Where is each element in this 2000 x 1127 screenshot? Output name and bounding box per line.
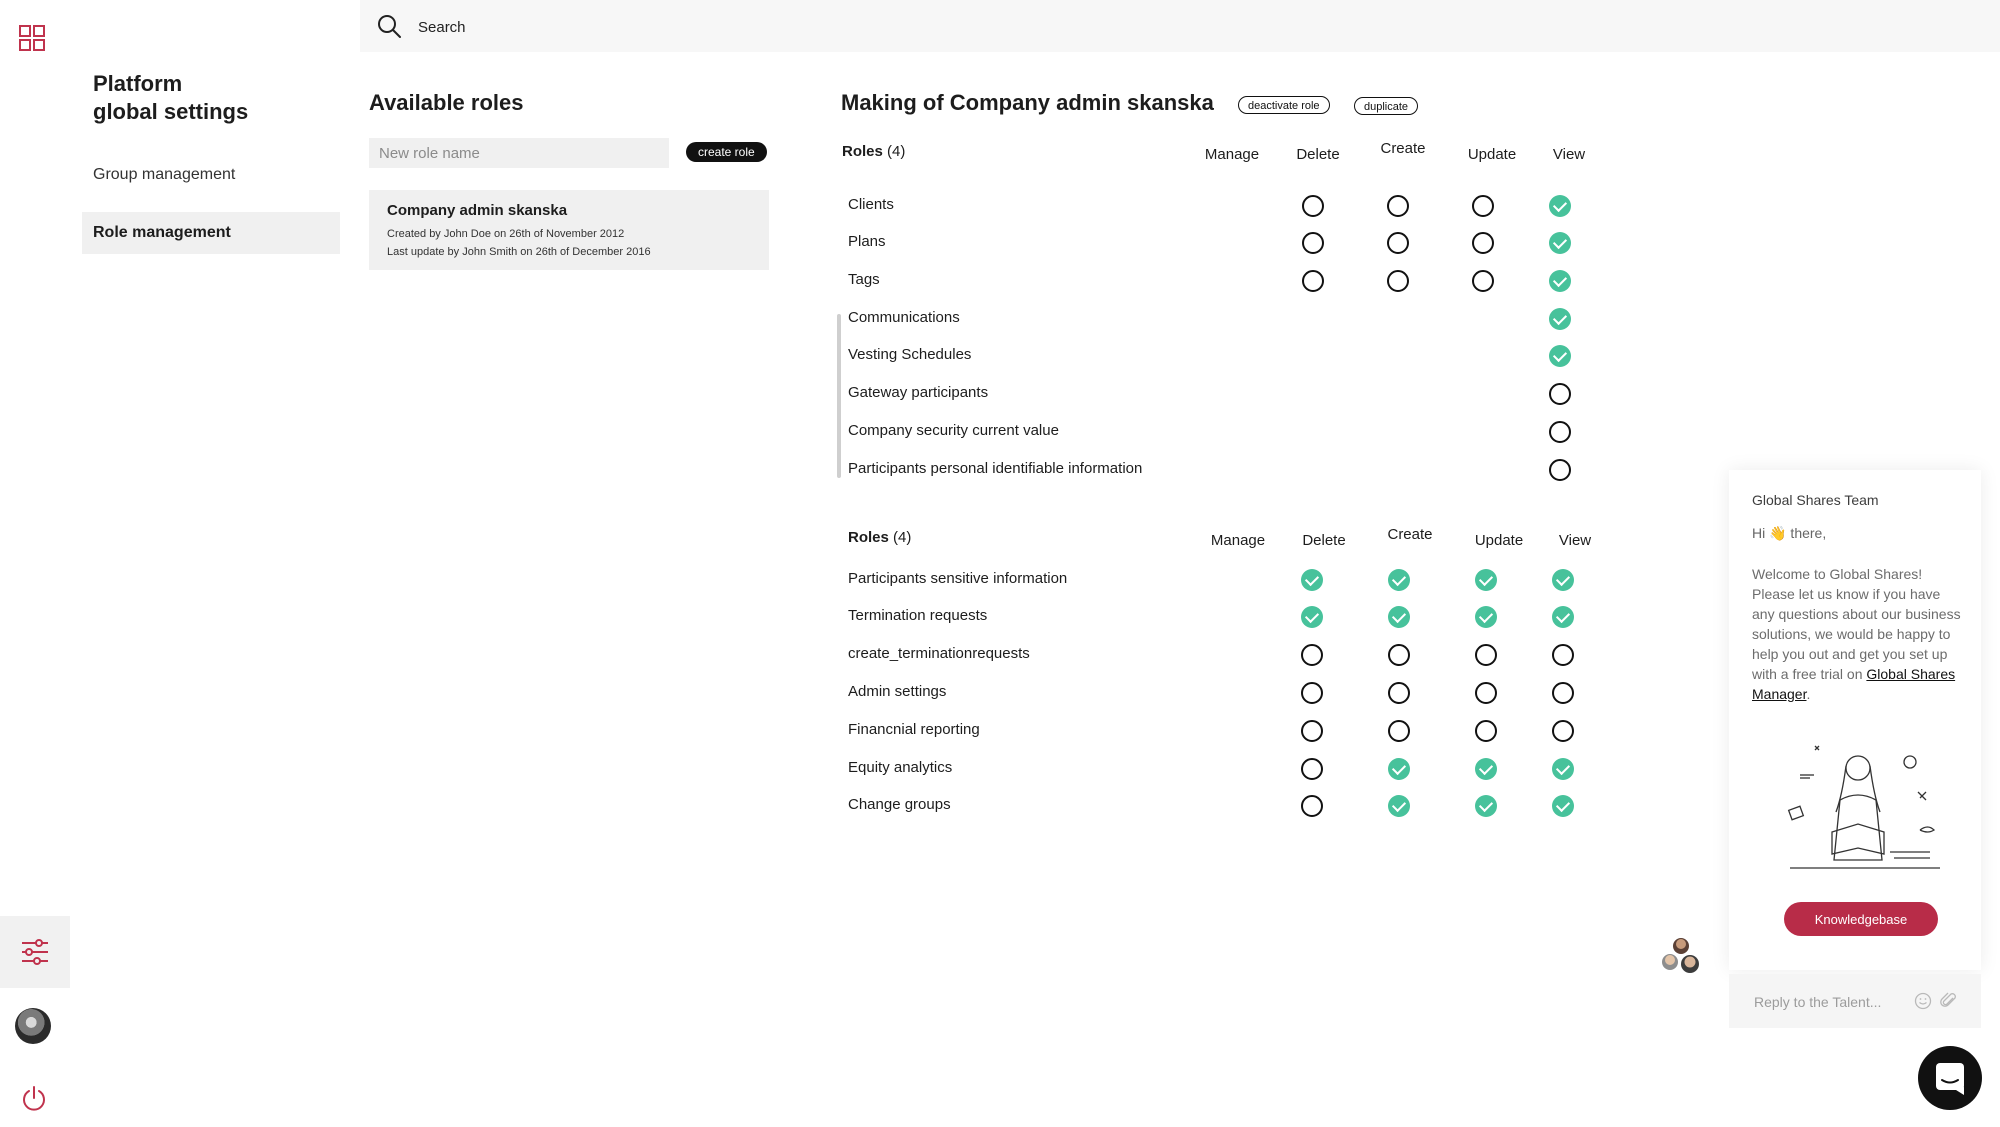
column-header-update: Update — [1474, 532, 1524, 549]
permission-update-checkbox[interactable] — [1472, 232, 1494, 254]
available-roles-title: Available roles — [369, 90, 524, 115]
section-heading-label: Roles — [842, 143, 883, 160]
permission-create-checkbox[interactable] — [1388, 644, 1410, 666]
create-role-button[interactable]: create role — [686, 142, 767, 162]
column-header-view: View — [1558, 532, 1592, 549]
chat-message-suffix: . — [1806, 686, 1811, 702]
permission-update-checkbox[interactable] — [1475, 644, 1497, 666]
permission-view-checkbox[interactable] — [1552, 569, 1574, 591]
user-avatar[interactable] — [15, 1008, 51, 1044]
deactivate-role-button[interactable]: deactivate role — [1238, 96, 1330, 114]
permission-delete-checkbox[interactable] — [1302, 232, 1324, 254]
column-header-view: View — [1552, 146, 1586, 163]
role-card-title: Company admin skanska — [387, 202, 568, 219]
settings-title — [93, 70, 248, 126]
permission-view-checkbox[interactable] — [1552, 606, 1574, 628]
attachment-clip-icon[interactable] — [1940, 992, 1958, 1010]
permission-create-checkbox[interactable] — [1387, 270, 1409, 292]
power-icon[interactable] — [20, 1084, 48, 1112]
chat-sender-name: Global Shares Team — [1752, 492, 1879, 508]
nav-item-role-management[interactable]: Role management — [82, 212, 340, 254]
section-heading-count: (4) — [887, 143, 906, 160]
emoji-icon[interactable] — [1914, 992, 1932, 1010]
permission-update-checkbox[interactable] — [1472, 195, 1494, 217]
permission-update-checkbox[interactable] — [1475, 606, 1497, 628]
role-card-updated: Last update by John Smith on 26th of December 2016 — [387, 246, 651, 258]
role-card-created: Created by John Doe on 26th of November 2012 — [387, 228, 625, 240]
chat-reply-input[interactable] — [1752, 990, 1916, 1014]
permission-delete-checkbox[interactable] — [1301, 795, 1323, 817]
permission-update-checkbox[interactable] — [1475, 720, 1497, 742]
permission-row-label: Gateway participants — [848, 384, 989, 401]
permission-update-checkbox[interactable] — [1475, 569, 1497, 591]
permission-create-checkbox[interactable] — [1388, 606, 1410, 628]
chat-message — [1752, 564, 1964, 704]
section-heading-count: (4) — [893, 529, 912, 546]
settings-title-line2: global settings — [93, 99, 249, 124]
permission-view-checkbox[interactable] — [1549, 270, 1571, 292]
permission-row-label: Company security current value — [848, 422, 1059, 439]
column-header-create: Create — [1380, 140, 1426, 157]
permission-create-checkbox[interactable] — [1388, 569, 1410, 591]
permission-row-label: Equity analytics — [848, 759, 953, 776]
permission-row-label: Communications — [848, 309, 960, 326]
chat-bubble-icon — [1918, 1046, 1982, 1110]
chat-message-text: Welcome to Global Shares! Please let us know if you have any questions about our business solutions, we would be happy to help you out and get you set up with a free trial on — [1752, 566, 1961, 682]
permission-row-label: Participants personal identifiable information — [848, 460, 1143, 477]
chat-greeting: Hi 👋 there, — [1752, 525, 1827, 541]
permission-row-label: create_terminationrequests — [848, 645, 1030, 662]
permission-view-checkbox[interactable] — [1552, 682, 1574, 704]
reading-person-illustration — [1770, 740, 1950, 880]
permission-view-checkbox[interactable] — [1549, 232, 1571, 254]
permission-view-checkbox[interactable] — [1549, 345, 1571, 367]
permission-delete-checkbox[interactable] — [1302, 270, 1324, 292]
permission-view-checkbox[interactable] — [1552, 795, 1574, 817]
column-header-manage: Manage — [1204, 146, 1260, 163]
permission-row-label: Change groups — [848, 796, 951, 813]
column-header-delete: Delete — [1296, 146, 1340, 163]
permission-row-label: Clients — [848, 196, 894, 213]
permission-row-label: Vesting Schedules — [848, 346, 972, 363]
permission-view-checkbox[interactable] — [1549, 383, 1571, 405]
permission-row-label: Plans — [848, 233, 886, 250]
permission-delete-checkbox[interactable] — [1301, 644, 1323, 666]
permission-view-checkbox[interactable] — [1552, 644, 1574, 666]
column-header-create: Create — [1387, 526, 1433, 543]
permission-delete-checkbox[interactable] — [1301, 606, 1323, 628]
permission-update-checkbox[interactable] — [1475, 682, 1497, 704]
permission-view-checkbox[interactable] — [1549, 195, 1571, 217]
chat-panel — [1729, 470, 1981, 970]
chat-launcher-button[interactable] — [1918, 1046, 1982, 1110]
role-detail-title: Making of Company admin skanska — [841, 90, 1214, 115]
permission-create-checkbox[interactable] — [1387, 232, 1409, 254]
permission-view-checkbox[interactable] — [1549, 459, 1571, 481]
permission-view-checkbox[interactable] — [1552, 720, 1574, 742]
permission-delete-checkbox[interactable] — [1301, 682, 1323, 704]
global-shares-manager-link[interactable]: Global Shares Manager — [1752, 666, 1956, 702]
nav-item-group-management[interactable]: Group management — [93, 166, 236, 183]
permission-delete-checkbox[interactable] — [1301, 758, 1323, 780]
new-role-name-input[interactable] — [369, 138, 669, 168]
apps-grid-icon[interactable] — [18, 24, 46, 52]
section-heading-label: Roles — [848, 529, 889, 546]
permission-row-label: Termination requests — [848, 607, 988, 624]
duplicate-role-button[interactable]: duplicate — [1354, 97, 1418, 115]
permission-row-label: Financnial reporting — [848, 721, 980, 738]
permission-create-checkbox[interactable] — [1387, 195, 1409, 217]
permission-view-checkbox[interactable] — [1552, 758, 1574, 780]
permission-update-checkbox[interactable] — [1475, 758, 1497, 780]
knowledgebase-button[interactable]: Knowledgebase — [1784, 902, 1938, 936]
permission-update-checkbox[interactable] — [1472, 270, 1494, 292]
column-header-update: Update — [1467, 146, 1517, 163]
settings-title-line1: Platform — [93, 71, 183, 96]
permission-row-label: Tags — [848, 271, 880, 288]
column-header-manage: Manage — [1210, 532, 1266, 549]
section-heading — [848, 529, 911, 546]
permission-delete-checkbox[interactable] — [1302, 195, 1324, 217]
permission-row-label: Admin settings — [848, 683, 947, 700]
section-heading — [842, 143, 905, 160]
permission-view-checkbox[interactable] — [1549, 308, 1571, 330]
settings-sliders-icon[interactable] — [20, 937, 50, 967]
search-input[interactable] — [416, 14, 920, 40]
permission-row-label: Participants sensitive information — [848, 570, 1068, 587]
role-card[interactable] — [369, 190, 769, 270]
permission-create-checkbox[interactable] — [1388, 720, 1410, 742]
support-agents-avatars[interactable] — [1660, 934, 1702, 976]
permission-update-checkbox[interactable] — [1475, 795, 1497, 817]
permission-delete-checkbox[interactable] — [1301, 569, 1323, 591]
permission-create-checkbox[interactable] — [1388, 682, 1410, 704]
search-icon[interactable] — [376, 13, 402, 39]
permission-create-checkbox[interactable] — [1388, 795, 1410, 817]
permission-view-checkbox[interactable] — [1549, 421, 1571, 443]
permission-delete-checkbox[interactable] — [1301, 720, 1323, 742]
column-header-delete: Delete — [1302, 532, 1346, 549]
scroll-indicator[interactable] — [837, 314, 841, 478]
permission-create-checkbox[interactable] — [1388, 758, 1410, 780]
